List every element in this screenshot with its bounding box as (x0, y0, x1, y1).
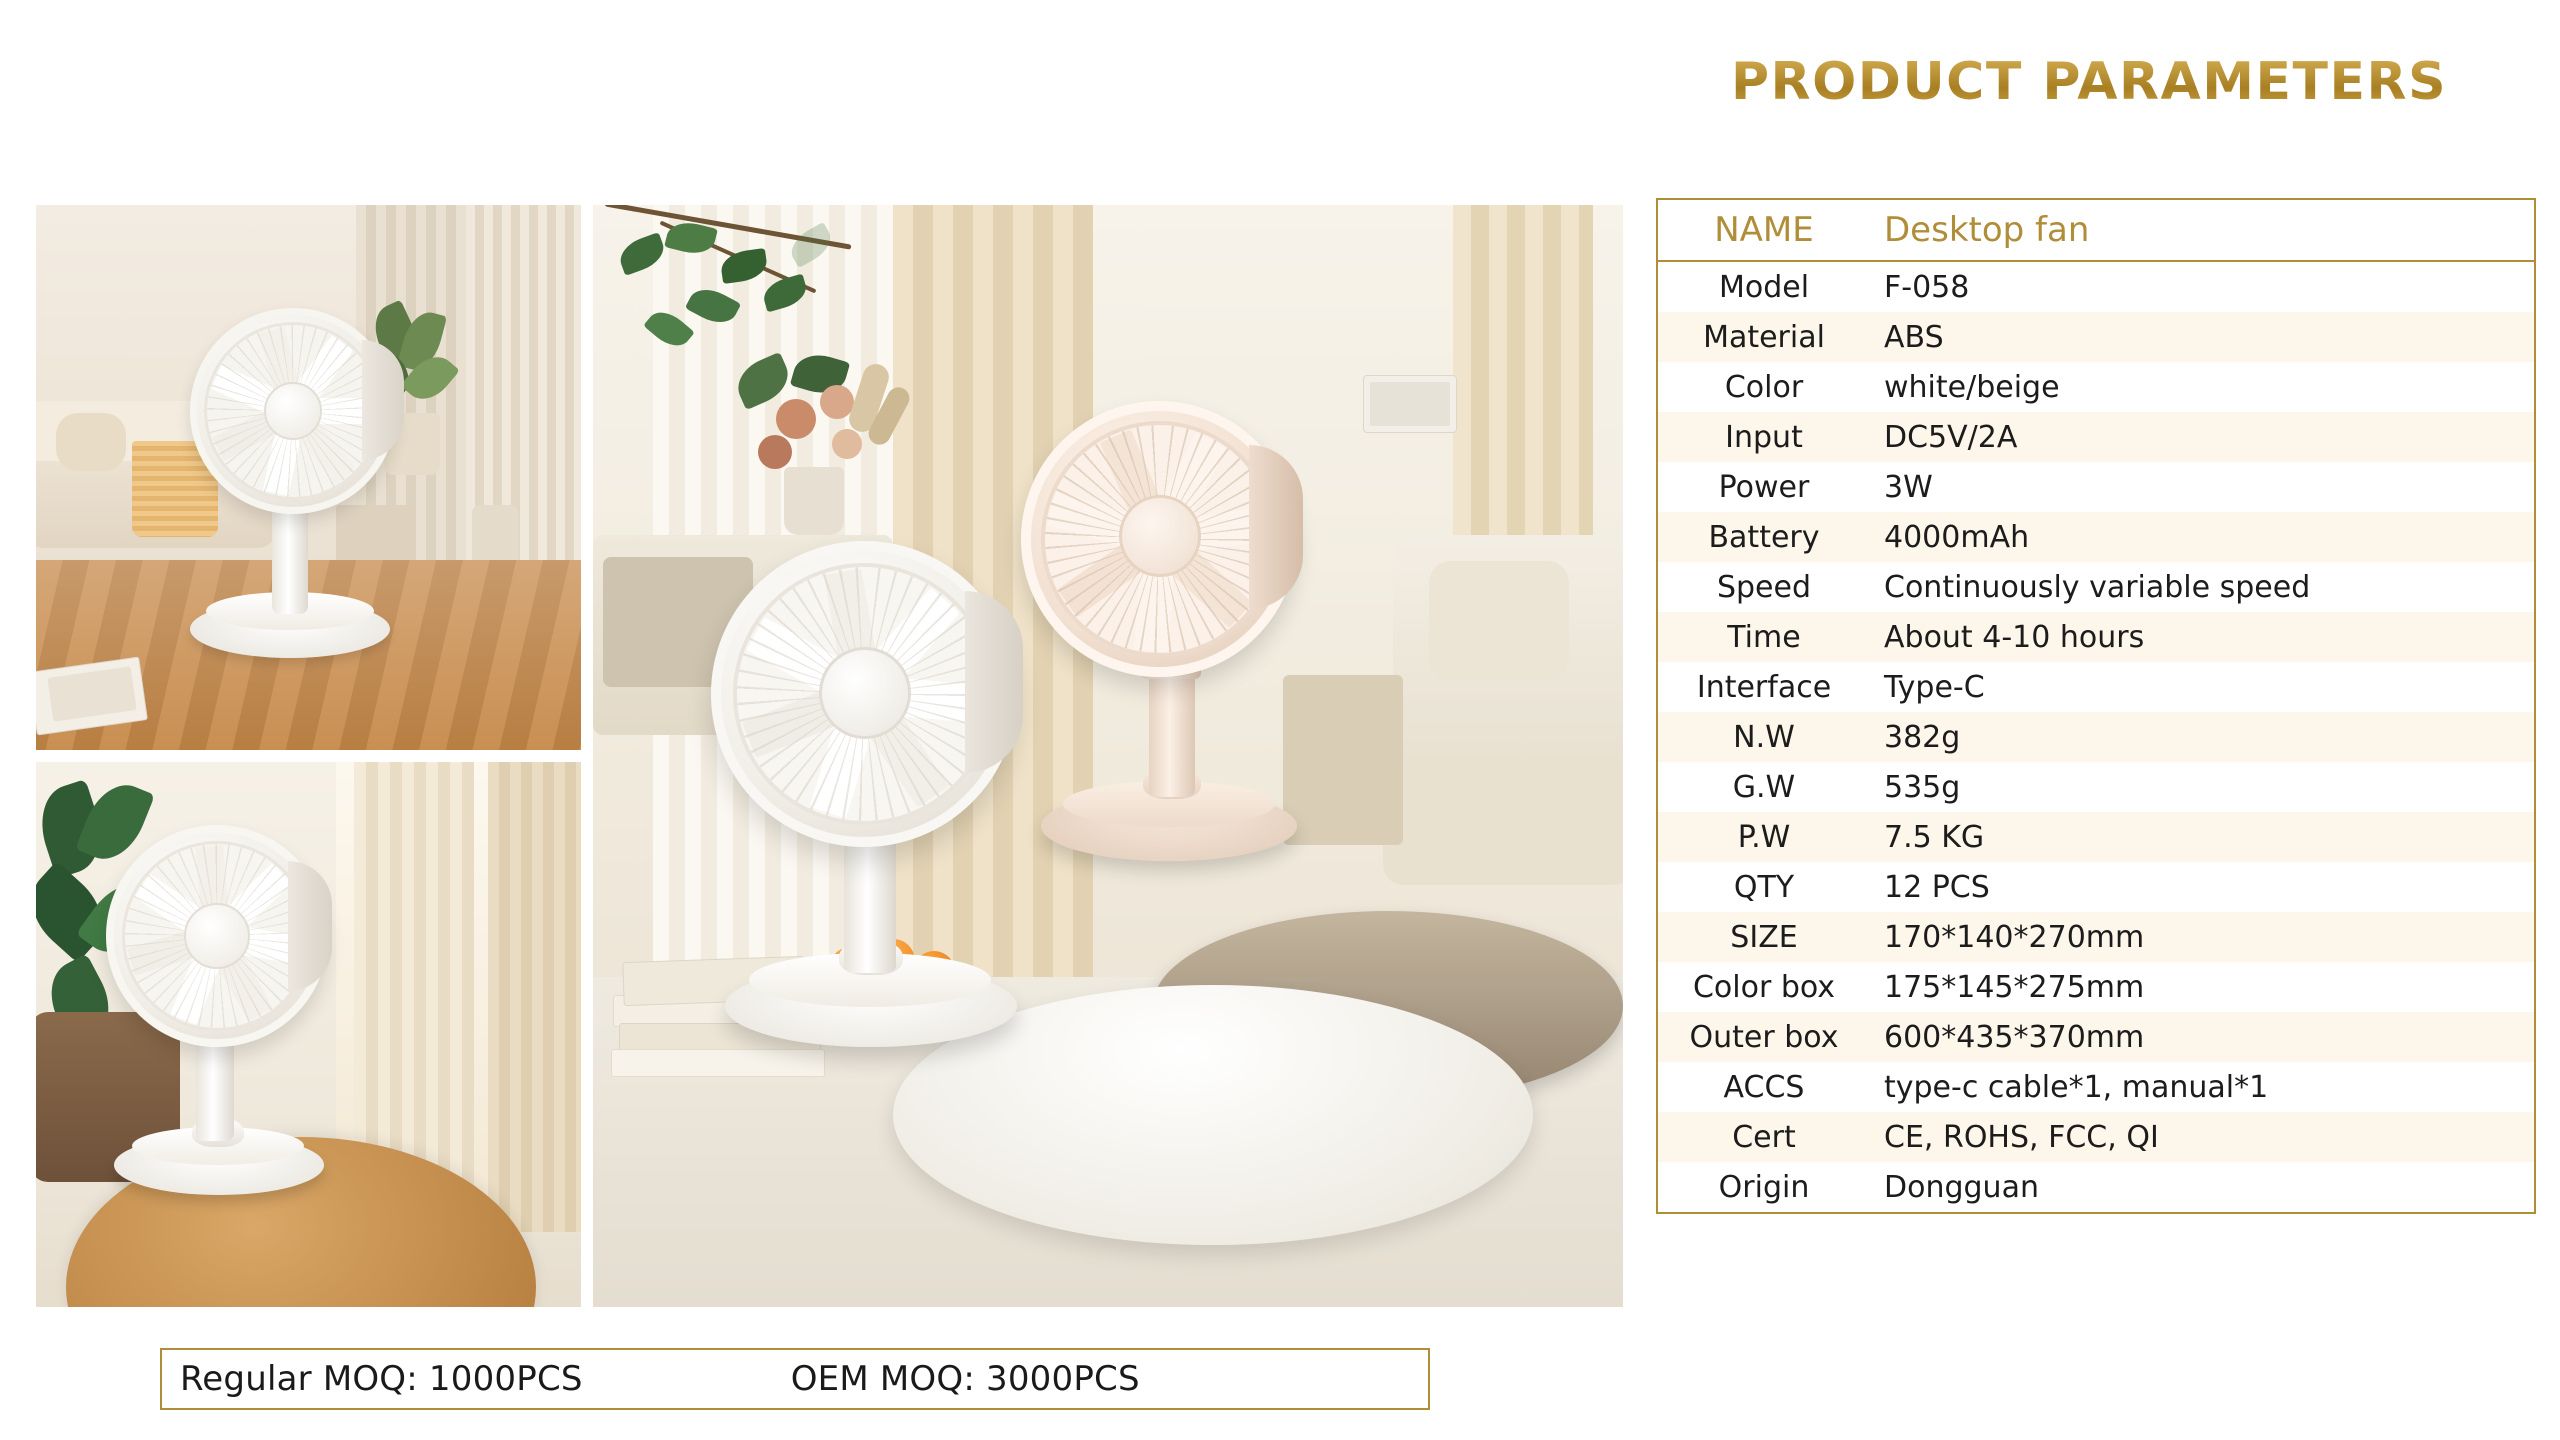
table-row (1658, 662, 2534, 712)
table-row (1658, 562, 2534, 612)
table-row (1658, 262, 2534, 312)
row-key: Material (1703, 319, 1825, 355)
row-key: SIZE (1730, 919, 1798, 955)
moq-bar (160, 1348, 1430, 1410)
table-row (1658, 1162, 2534, 1212)
row-key: Input (1725, 419, 1803, 455)
row-value: 600*435*370mm (1884, 1019, 2145, 1055)
scene-two-fans-glass-table (593, 205, 1623, 1307)
header-key: NAME (1714, 210, 1814, 250)
row-value: CE, ROHS, FCC, QI (1884, 1119, 2159, 1155)
table-row (1658, 862, 2534, 912)
page-title: PRODUCT PARAMETERS (1640, 52, 2538, 112)
table-row (1658, 712, 2534, 762)
row-value: 3W (1884, 469, 1933, 505)
row-value: Continuously variable speed (1884, 569, 2311, 605)
row-value: 175*145*275mm (1884, 969, 2145, 1005)
table-row (1658, 362, 2534, 412)
row-key: Speed (1716, 569, 1812, 605)
row-key: Power (1718, 469, 1810, 505)
row-value: 12 PCS (1884, 869, 1990, 905)
table-row (1658, 962, 2534, 1012)
photo-bottom-left (36, 762, 581, 1307)
table-row (1658, 1112, 2534, 1162)
row-value: Type-C (1884, 669, 1985, 705)
table-row (1658, 612, 2534, 662)
specification-table (1656, 198, 2536, 1214)
row-key: Time (1727, 619, 1801, 655)
row-key: ACCS (1723, 1069, 1805, 1105)
row-value: About 4-10 hours (1884, 619, 2145, 655)
parameters-pane (1640, 0, 2560, 1440)
row-key: P.W (1737, 819, 1791, 855)
table-row (1658, 1062, 2534, 1112)
row-key: Interface (1696, 669, 1832, 705)
product-fan-white-table (84, 817, 384, 1237)
row-key: Battery (1708, 519, 1820, 555)
row-key: N.W (1733, 719, 1795, 755)
row-key: Model (1718, 269, 1810, 305)
table-row (1658, 462, 2534, 512)
regular-moq-label: Regular MOQ: 1000PCS (180, 1359, 583, 1399)
table-row (1658, 812, 2534, 862)
product-fan-white (166, 300, 456, 700)
photo-main (593, 205, 1623, 1307)
table-row (1658, 512, 2534, 562)
table-row (1658, 312, 2534, 362)
row-value: 535g (1884, 769, 1961, 805)
row-value: 170*140*270mm (1884, 919, 2145, 955)
photo-top-left (36, 205, 581, 750)
product-fan-beige-main (1001, 395, 1381, 915)
row-value: white/beige (1884, 369, 2060, 405)
row-key: Cert (1732, 1119, 1796, 1155)
row-value: Dongguan (1884, 1169, 2039, 1205)
row-key: G.W (1732, 769, 1796, 805)
row-value: 7.5 KG (1884, 819, 1985, 855)
row-value: type-c cable*1, manual*1 (1884, 1069, 2269, 1105)
row-value: DC5V/2A (1884, 419, 2018, 455)
table-row (1658, 412, 2534, 462)
table-row (1658, 1012, 2534, 1062)
row-key: QTY (1733, 869, 1795, 905)
table-row (1658, 762, 2534, 812)
oem-moq-label: OEM MOQ: 3000PCS (790, 1359, 1140, 1399)
row-key: Outer box (1689, 1019, 1839, 1055)
row-value: F-058 (1884, 269, 1970, 305)
row-key: Color (1724, 369, 1804, 405)
table-row (1658, 912, 2534, 962)
scene-living-room-wood-floor (36, 205, 581, 750)
row-value: 4000mAh (1884, 519, 2030, 555)
row-key: Color box (1692, 969, 1836, 1005)
header-value: Desktop fan (1884, 210, 2090, 250)
row-value: ABS (1884, 319, 1944, 355)
table-header-row (1658, 200, 2534, 262)
row-key: Origin (1718, 1169, 1810, 1205)
scene-wood-table-window (36, 762, 581, 1307)
row-value: 382g (1884, 719, 1961, 755)
